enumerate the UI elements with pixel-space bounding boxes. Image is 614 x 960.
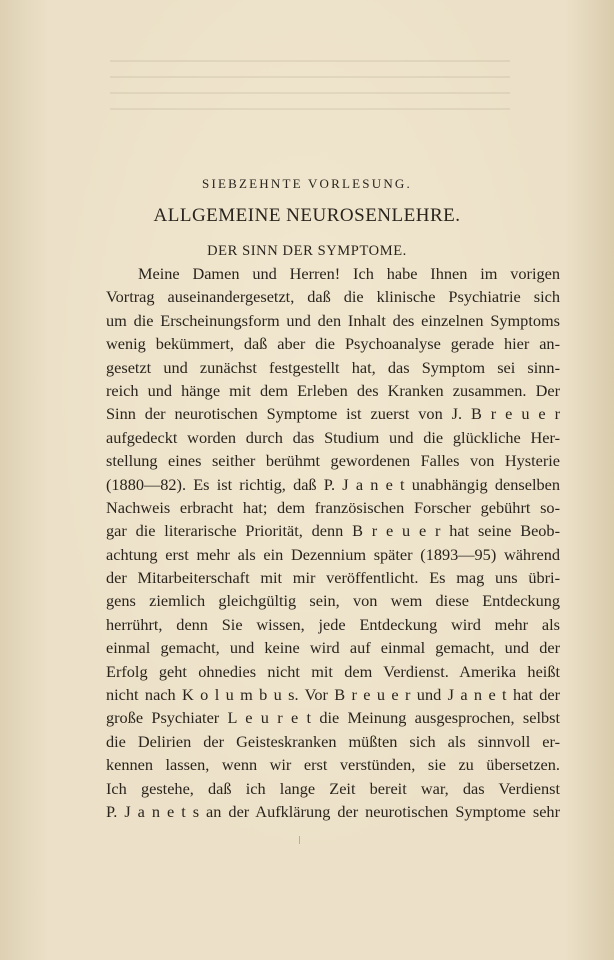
text-line: herrührt, denn Sie wissen, jede Entdeckung wird mehr als — [106, 614, 560, 634]
text-line: große Psychiater L e u r e t die Meinung ausgesprochen, selbst — [106, 708, 560, 728]
chapter-title: ALLGEMEINE NEUROSENLEHRE. — [153, 205, 461, 226]
text-line: Nachweis erbracht hat; dem französischen Forscher gebührt so- — [106, 497, 560, 517]
text-line: stellung eines seither berühmt gewordenen Falles von Hysterie — [106, 451, 560, 471]
text-line: nicht nach K o l u m b u s. Vor B r e u e r und J a n e t hat der — [106, 685, 560, 705]
text-line: gens ziemlich gleichgültig sein, von wem diese Entdeckung — [106, 591, 560, 611]
text-line: wenig bekümmert, daß aber die Psychoanalyse gerade hier an- — [106, 334, 560, 354]
page-mark — [299, 836, 300, 844]
text-line: reich und hänge mit dem Erleben des Kranken zusammen. Der — [106, 380, 560, 400]
text-line: die Delirien der Geisteskranken müßten sich als sinnvoll er- — [106, 731, 560, 751]
text-line: achtung erst mehr als ein Dezennium später (1893—95) während — [106, 544, 560, 564]
text-line: einmal gemacht, und keine wird auf einmal gemacht, und der — [106, 638, 560, 658]
text-line: Sinn der neurotischen Symptome ist zuerst von J. B r e u e r — [106, 404, 560, 424]
lecture-heading: SIEBZEHNTE VORLESUNG. — [202, 176, 412, 191]
text-line: Vortrag auseinandergesetzt, daß die klinische Psychiatrie sich — [106, 287, 560, 307]
show-through-text — [110, 60, 510, 120]
text-line: P. J a n e t s an der Aufklärung der neurotischen Symptome sehr — [106, 801, 560, 821]
text-line: Meine Damen und Herren! Ich habe Ihnen im vorigen — [138, 264, 560, 283]
text-line: gar die literarische Priorität, denn B r e u e r hat seine Beob- — [106, 521, 560, 541]
chapter-subtitle: DER SINN DER SYMPTOME. — [207, 243, 407, 259]
text-line: Erfolg geht ohnedies nicht mit dem Verdienst. Amerika heißt — [106, 661, 560, 681]
text-line: um die Erscheinungsform und den Inhalt des einzelnen Symptoms — [106, 310, 560, 330]
text-line: kennen lassen, wenn wir erst verstünden, sie zu übersetzen. — [106, 755, 560, 775]
text-line: aufgedeckt worden durch das Studium und die glückliche Her- — [106, 427, 560, 447]
text-line: der Mitarbeiterschaft mit mir veröffentlicht. Es mag uns übri- — [106, 568, 560, 588]
text-line: Ich gestehe, daß ich lange Zeit bereit war, das Verdienst — [106, 778, 560, 798]
text-line: (1880—82). Es ist richtig, daß P. J a n e t unabhängig denselben — [106, 474, 560, 494]
text-line: gesetzt und zunächst festgestellt hat, das Symptom sei sinn- — [106, 357, 560, 377]
body-text — [106, 262, 560, 823]
